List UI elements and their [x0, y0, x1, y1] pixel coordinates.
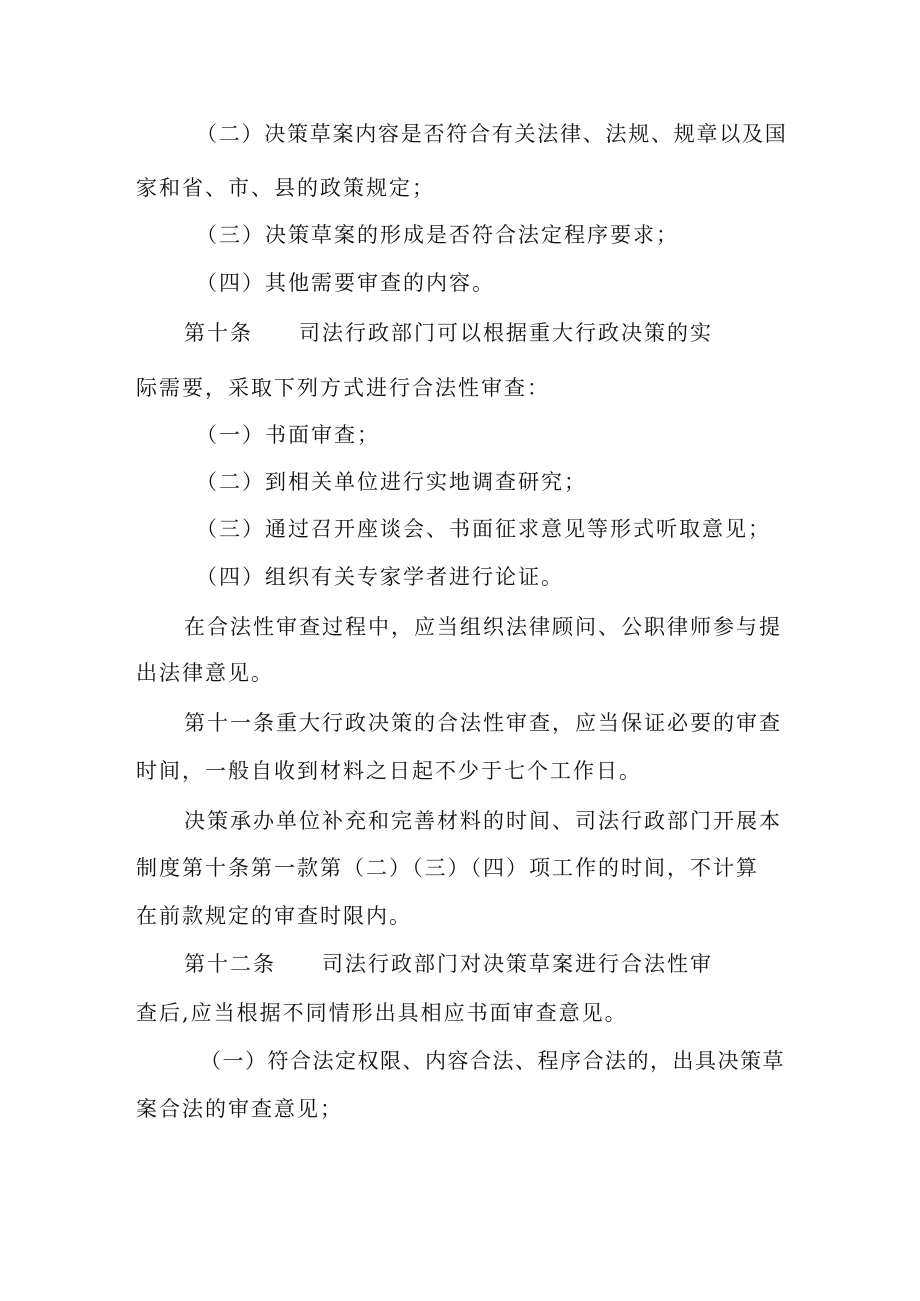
para-time-line-3: 在前款规定的审查时限内。	[136, 904, 412, 928]
para-time-line-2: 制度第十条第一款第（二）（三）（四）项工作的时间，不计算	[136, 856, 759, 880]
article-11-line-2: 时间，一般自收到材料之日起不少于七个工作日。	[136, 759, 642, 783]
article-12-line-1: 第十二条 司法行政部门对决策草案进行合法性审	[184, 952, 713, 976]
method-item-2: （二）到相关单位进行实地调查研究；	[196, 470, 587, 494]
article-12-line-2: 查后,应当根据不同情形出具相应书面审查意见。	[136, 1001, 628, 1025]
method-item-3: （三）通过召开座谈会、书面征求意见等形式听取意见；	[196, 517, 771, 541]
para-item-2-line-1: （二）决策草案内容是否符合有关法律、法规、规章以及国	[196, 122, 788, 146]
opinion-item-1-line-1: （一）符合法定权限、内容合法、程序合法的，出具决策草	[200, 1049, 785, 1073]
article-10-line-2: 际需要，采取下列方式进行合法性审查：	[136, 376, 550, 400]
para-item-3: （三）决策草案的形成是否符合法定程序要求；	[196, 223, 679, 247]
method-item-1: （一）书面审查；	[196, 423, 380, 447]
method-item-4: （四）组织有关专家学者进行论证。	[196, 565, 564, 589]
para-time-line-1: 决策承办单位补充和完善材料的时间、司法行政部门开展本	[184, 809, 782, 833]
para-item-2-line-2: 家和省、市、县的政策规定；	[136, 176, 435, 200]
para-item-4: （四）其他需要审查的内容。	[196, 271, 495, 295]
para-review-line-2: 出法律意见。	[136, 661, 274, 685]
article-11-line-1: 第十一条重大行政决策的合法性审查，应当保证必要的审查	[184, 711, 782, 735]
article-10-line-1: 第十条 司法行政部门可以根据重大行政决策的实	[184, 321, 713, 345]
opinion-item-1-line-2: 案合法的审查意见；	[136, 1097, 343, 1121]
para-review-line-1: 在合法性审查过程中，应当组织法律顾问、公职律师参与提	[184, 615, 782, 639]
